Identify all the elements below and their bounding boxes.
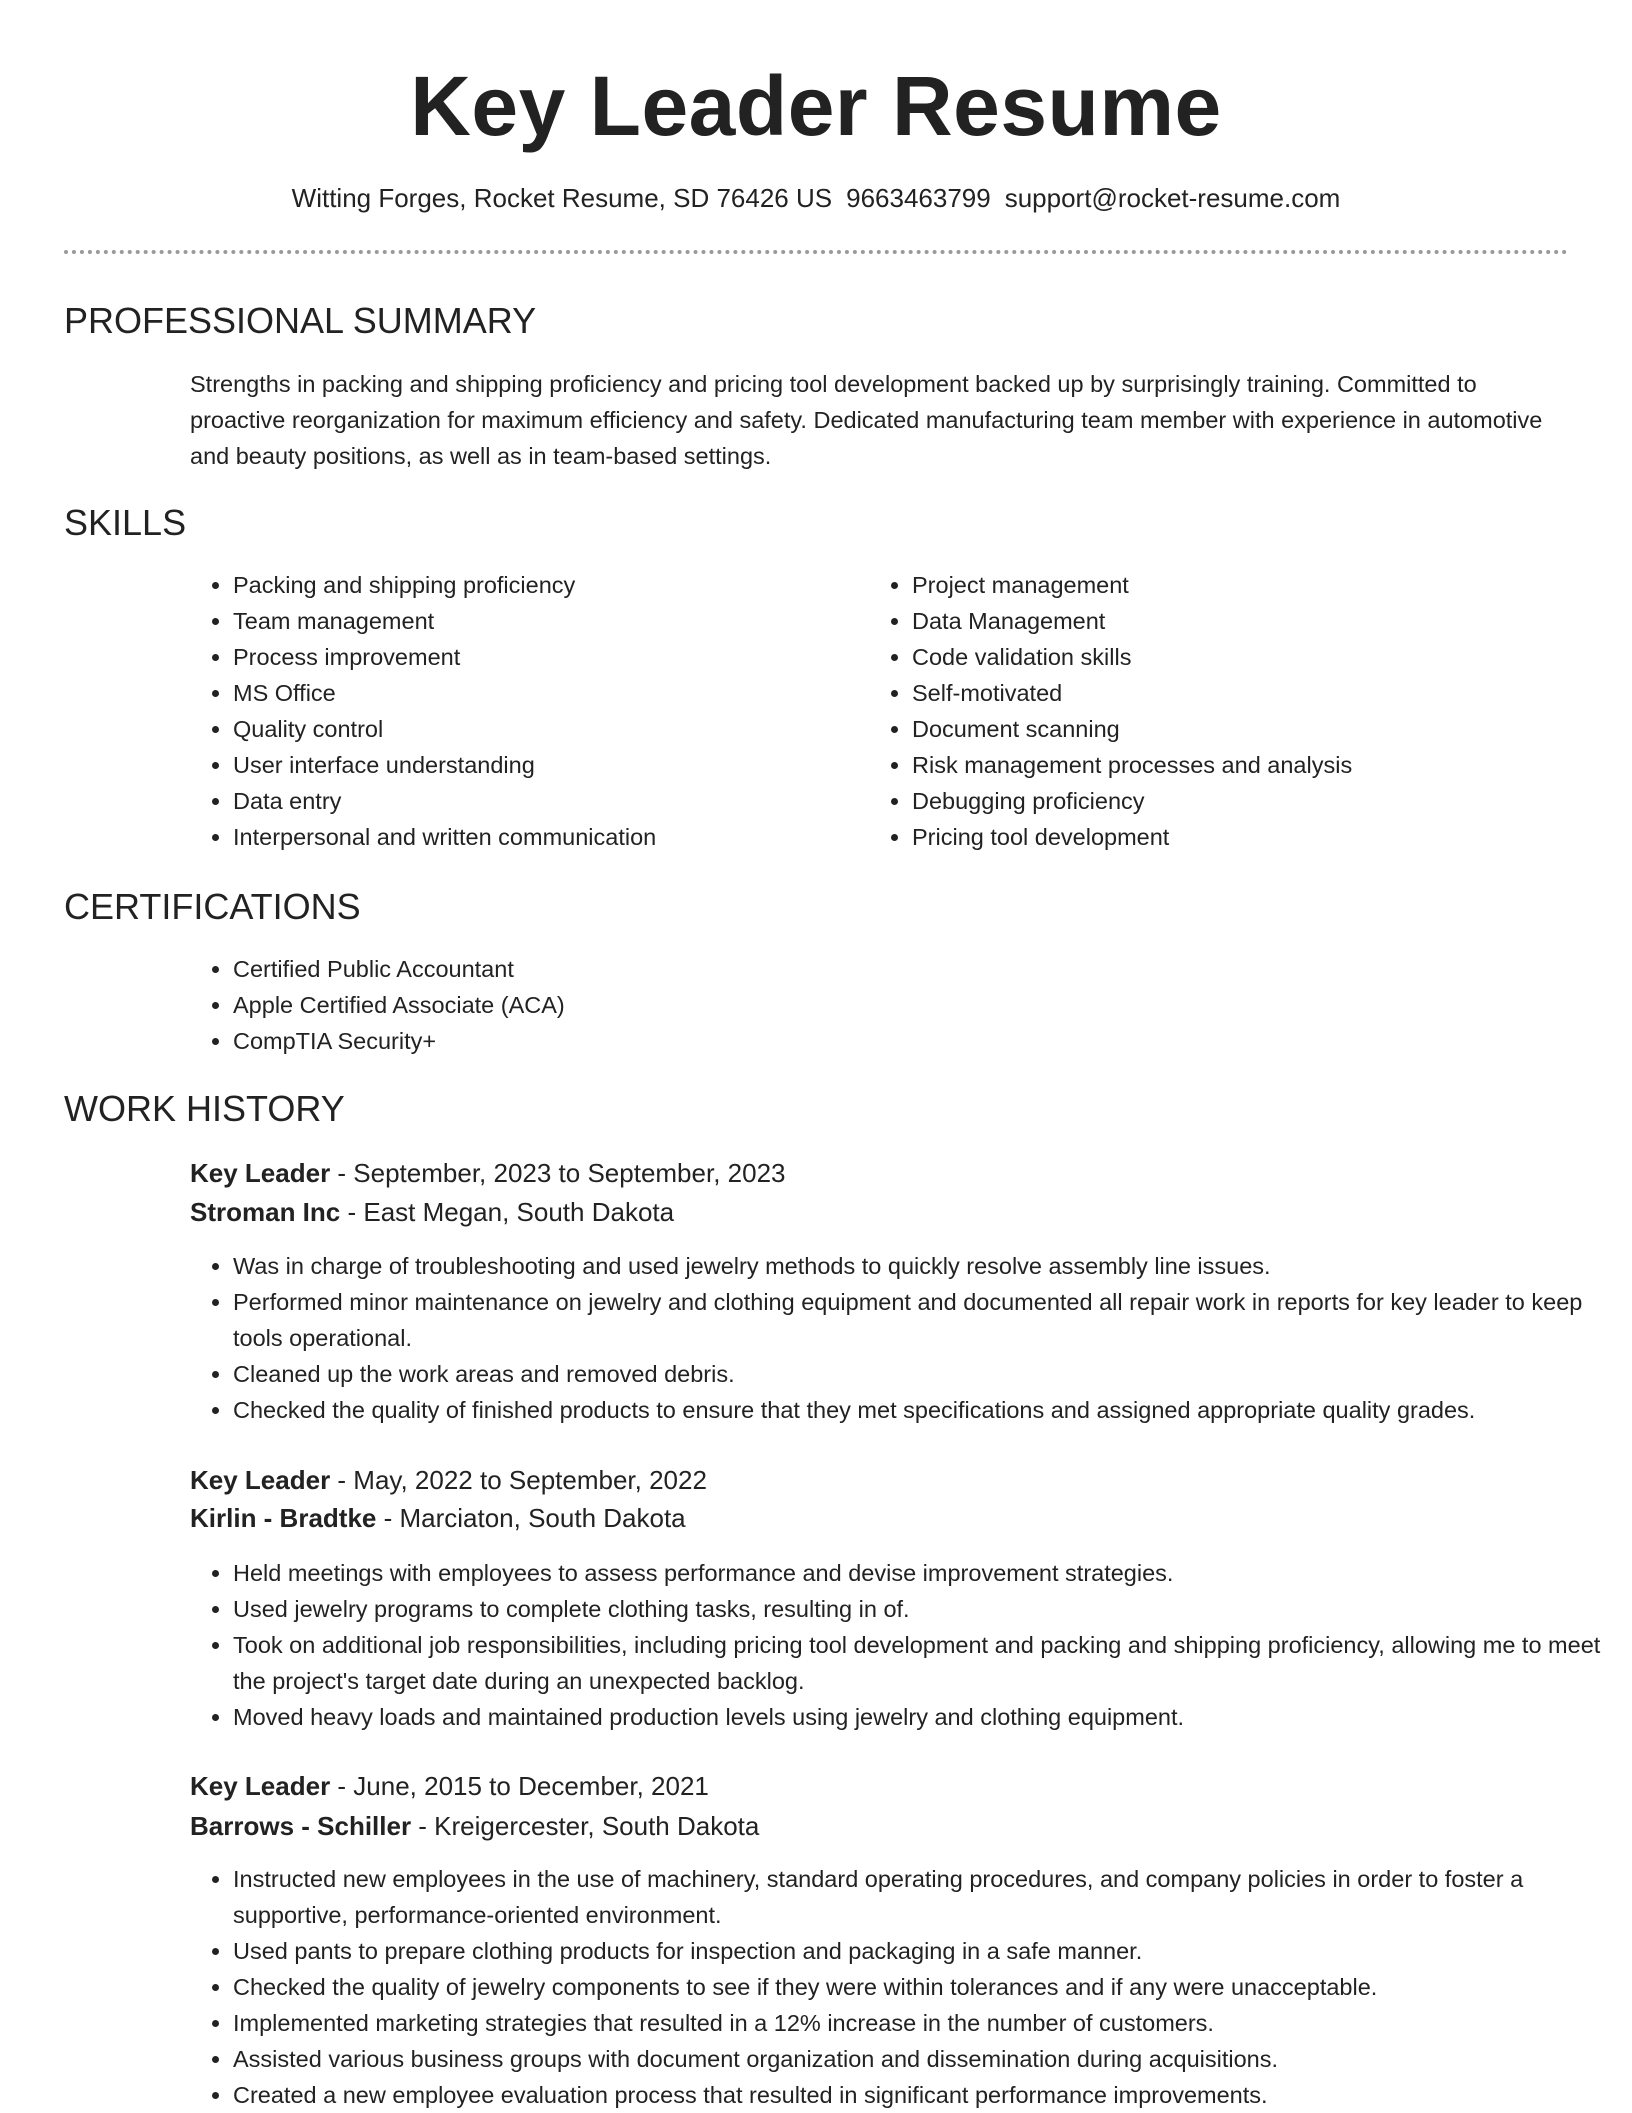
job-bullet: • Moved heavy loads and maintained production levels using jewelry and clothing equipment. <box>233 1699 1613 1735</box>
job-bullet: • Cleaned up the work areas and removed debris. <box>233 1356 1613 1392</box>
job-dates: - September, 2023 to September, 2023 <box>330 1158 786 1188</box>
skills-list-left <box>190 567 873 855</box>
skill-item: • Interpersonal and written communication <box>233 819 873 855</box>
job-dates: - May, 2022 to September, 2022 <box>330 1465 707 1495</box>
job-bullet: • Held meetings with employees to assess performance and devise improvement strategies. <box>233 1555 1613 1591</box>
job-bullet: • Checked the quality of finished products to ensure that they met specifications and assigned appropriate quality grades. <box>233 1392 1613 1428</box>
job-bullets <box>190 1555 1613 1735</box>
job-bullets <box>190 1248 1613 1428</box>
job-company-line <box>190 1500 1570 1536</box>
job-bullet: • Instructed new employees in the use of machinery, standard operating procedures, and company policies in order to foster a supportive, performance-oriented environment. <box>233 1861 1613 1933</box>
resume-title: Key Leader Resume <box>410 59 1222 153</box>
job-title: Key Leader <box>190 1465 331 1495</box>
certification-item: • Apple Certified Associate (ACA) <box>233 987 1533 1023</box>
certifications-list <box>190 951 1533 1059</box>
skill-item: • Document scanning <box>912 711 1592 747</box>
job-header <box>190 1768 1570 1804</box>
job-location: - Marciaton, South Dakota <box>376 1503 686 1533</box>
skill-item: • Team management <box>233 603 873 639</box>
job-location: - East Megan, South Dakota <box>340 1197 675 1227</box>
contact-address: Witting Forges, Rocket Resume, SD 76426 US <box>291 183 833 213</box>
job-title: Key Leader <box>190 1158 331 1188</box>
job-header <box>190 1462 1570 1498</box>
job-bullet: • Performed minor maintenance on jewelry and clothing equipment and documented all repair work in reports for key leader to keep tools operational. <box>233 1284 1613 1356</box>
job-company: Stroman Inc <box>190 1197 341 1227</box>
skill-item: • Risk management processes and analysis <box>912 747 1592 783</box>
job-bullet: • Used pants to prepare clothing products for inspection and packaging in a safe manner. <box>233 1933 1613 1969</box>
job-company-line <box>190 1194 1570 1230</box>
job-bullet: • Took on additional job responsibilities, including pricing tool development and packing and shipping proficiency, allowing me to meet the project's target date during an unexpected backlog. <box>233 1627 1613 1699</box>
job-bullets <box>190 1861 1613 2113</box>
job-bullet: • Assisted various business groups with document organization and dissemination during acquisitions. <box>233 2041 1613 2077</box>
skill-item: • Data entry <box>233 783 873 819</box>
skill-item: • Debugging proficiency <box>912 783 1592 819</box>
skill-item: • Code validation skills <box>912 639 1592 675</box>
work-history-heading: WORK HISTORY <box>64 1088 345 1129</box>
skill-item: • Pricing tool development <box>912 819 1592 855</box>
job-bullet: • Used jewelry programs to complete clothing tasks, resulting in of. <box>233 1591 1613 1627</box>
job-location: - Kreigercester, South Dakota <box>411 1811 760 1841</box>
certifications-heading: CERTIFICATIONS <box>64 886 361 927</box>
summary-heading: PROFESSIONAL SUMMARY <box>64 300 537 341</box>
job-bullet: • Created a new employee evaluation process that resulted in significant performance improvements. <box>233 2077 1613 2113</box>
contact-line <box>0 181 1632 215</box>
job-company-line <box>190 1808 1570 1844</box>
skills-heading: SKILLS <box>64 502 187 543</box>
job-bullet: • Was in charge of troubleshooting and used jewelry methods to quickly resolve assembly line issues. <box>233 1248 1613 1284</box>
certification-item: • Certified Public Accountant <box>233 951 1533 987</box>
job-header <box>190 1155 1570 1191</box>
header-divider <box>64 250 1568 254</box>
skill-item: • Packing and shipping proficiency <box>233 567 873 603</box>
job-title: Key Leader <box>190 1771 331 1801</box>
skill-item: • Self-motivated <box>912 675 1592 711</box>
job-company: Kirlin - Bradtke <box>190 1503 377 1533</box>
certification-item: • CompTIA Security+ <box>233 1023 1533 1059</box>
skill-item: • Data Management <box>912 603 1592 639</box>
skill-item: • Quality control <box>233 711 873 747</box>
contact-email: support@rocket-resume.com <box>1004 183 1341 213</box>
skill-item: • Process improvement <box>233 639 873 675</box>
skills-list-right <box>869 567 1592 855</box>
skill-item: • User interface understanding <box>233 747 873 783</box>
job-bullet: • Checked the quality of jewelry components to see if they were within tolerances and if any were unacceptable. <box>233 1969 1613 2005</box>
job-dates: - June, 2015 to December, 2021 <box>330 1771 709 1801</box>
job-company: Barrows - Schiller <box>190 1811 412 1841</box>
skill-item: • MS Office <box>233 675 873 711</box>
contact-phone: 9663463799 <box>846 183 991 213</box>
job-bullet: • Implemented marketing strategies that resulted in a 12% increase in the number of customers. <box>233 2005 1613 2041</box>
skill-item: • Project management <box>912 567 1592 603</box>
summary-text: Strengths in packing and shipping proficiency and pricing tool development backed up by surprisingly training. Committed to proactive reorganization for maximum efficiency and safety. Dedicated manufacturing team member with experience in automotive and beauty positions, as well as in team-based settings. <box>190 371 1543 469</box>
